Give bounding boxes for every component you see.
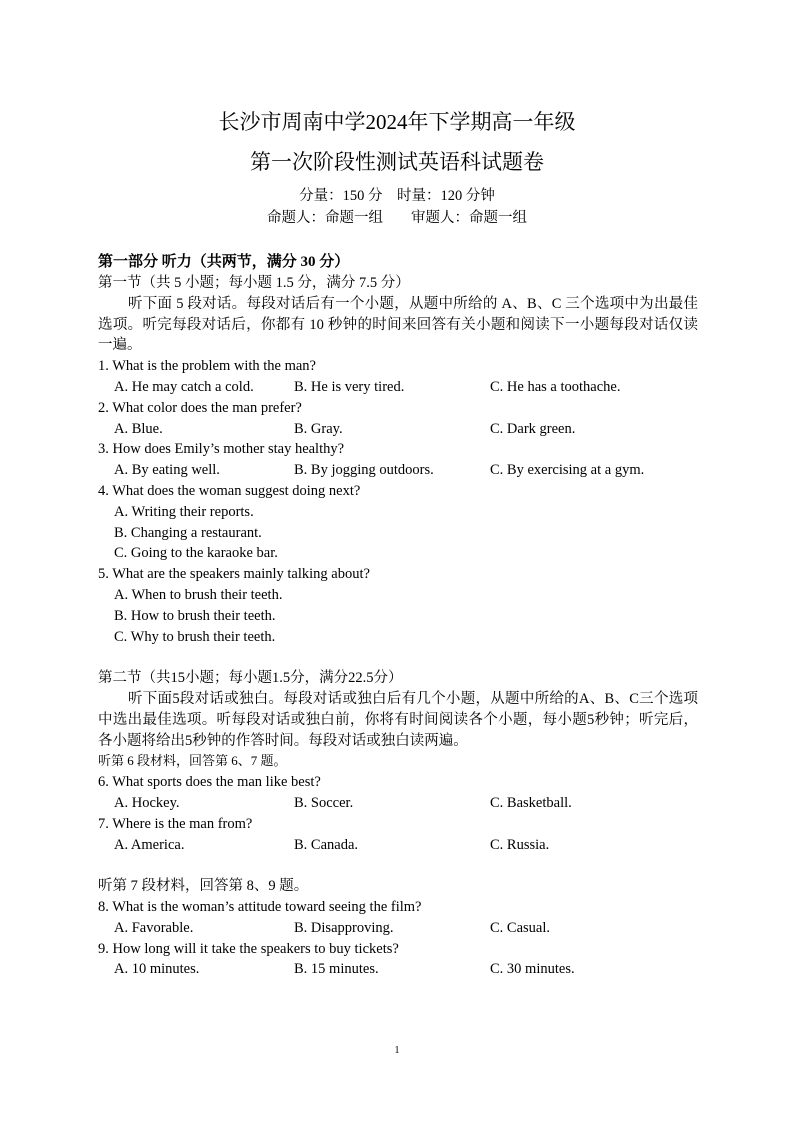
spacer	[98, 855, 698, 876]
option-b: B. How to brush their teeth.	[114, 607, 276, 624]
option-c: C. Going to the karaoke bar.	[114, 545, 278, 562]
page-number: 1	[394, 1045, 400, 1056]
material-7-note: 听第 7 段材料，回答第 8、9 题。	[98, 878, 309, 895]
material-6-note: 听第 6 段材料，回答第 6、7 题。	[98, 753, 287, 769]
question-6-options	[98, 793, 698, 814]
question-4: 4. What does the woman suggest doing next?	[98, 482, 361, 499]
setter-label: 命题人：命题一组	[267, 210, 383, 226]
setter-reviewer-info	[0, 206, 794, 227]
question-7: 7. Where is the man from?	[98, 815, 253, 832]
question-2-options	[98, 419, 698, 440]
question-8: 8. What is the woman’s attitude toward seeing the film?	[98, 898, 422, 915]
option-a: A. 10 minutes.	[114, 961, 200, 978]
question-3-options	[98, 460, 698, 481]
option-c: C. Casual.	[490, 919, 551, 936]
section2-instructions: 听下面5段对话或独白。每段对话或独白后有几个小题，从题中所给的A、B、C三个选项中选出最佳选项。听每段对话或独白前，你将有时间阅读各个小题，每小题5秒钟；听完后，各小题将给出5秒钟的作答时间。每段对话或独白读两遍。	[98, 690, 698, 749]
option-b: B. Changing a restaurant.	[114, 524, 262, 541]
option-a: A. Favorable.	[114, 919, 194, 936]
option-c: C. He has a toothache.	[490, 378, 621, 395]
option-c: C. Russia.	[490, 836, 550, 853]
option-c: C. Basketball.	[490, 794, 572, 811]
option-b: B. He is very tired.	[294, 378, 405, 395]
option-b: B. 15 minutes.	[294, 961, 379, 978]
spacer	[98, 647, 698, 668]
question-1: 1. What is the problem with the man?	[98, 358, 316, 375]
option-a: A. When to brush their teeth.	[114, 586, 283, 603]
part1-body	[98, 273, 698, 980]
option-c: C. Why to brush their teeth.	[114, 628, 276, 645]
option-c: C. Dark green.	[490, 420, 576, 437]
option-a: A. He may catch a cold.	[114, 378, 254, 395]
question-1-options	[98, 377, 698, 398]
option-a: A. Hockey.	[114, 794, 180, 811]
question-6: 6. What sports does the man like best?	[98, 774, 321, 791]
section1-heading: 第一节（共 5 小题；每小题 1.5 分，满分 7.5 分）	[98, 275, 410, 291]
score-time-info: 分量：150 分 时量：120 分钟	[299, 188, 495, 204]
option-a: A. Writing their reports.	[114, 503, 254, 520]
section1-instructions: 听下面 5 段对话。每段对话后有一个小题，从题中所给的 A、B、C 三个选项中为出最佳选项。听完每段对话后，你都有 10 秒钟的时间来回答有关小题和阅读下一小题每段对话仅读一遍。	[98, 295, 698, 354]
reviewer-label: 审题人：命题一组	[411, 210, 527, 226]
option-b: B. Canada.	[294, 836, 359, 853]
option-c: C. By exercising at a gym.	[490, 462, 645, 479]
option-a: A. By eating well.	[114, 462, 220, 479]
question-5: 5. What are the speakers mainly talking about?	[98, 566, 370, 583]
question-9-options	[98, 959, 698, 980]
option-b: B. Gray.	[294, 420, 343, 437]
option-b: B. By jogging outdoors.	[294, 462, 434, 479]
option-a: A. America.	[114, 836, 185, 853]
option-b: B. Soccer.	[294, 794, 354, 811]
part1-heading: 第一部分 听力（共两节，满分 30 分）	[98, 254, 350, 270]
option-c: C. 30 minutes.	[490, 961, 575, 978]
question-2: 2. What color does the man prefer?	[98, 399, 302, 416]
section2-heading: 第二节（共15小题；每小题1.5分，满分22.5分）	[98, 670, 403, 687]
question-3: 3. How does Emily’s mother stay healthy?	[98, 441, 345, 458]
question-9: 9. How long will it take the speakers to buy tickets?	[98, 940, 399, 957]
exam-title-line2: 第一次阶段性测试英语科试题卷	[250, 150, 544, 174]
question-8-options	[98, 918, 698, 939]
question-7-options	[98, 835, 698, 856]
option-b: B. Disapproving.	[294, 919, 394, 936]
option-a: A. Blue.	[114, 420, 163, 437]
exam-title-line1: 长沙市周南中学2024年下学期高一年级	[218, 110, 576, 134]
